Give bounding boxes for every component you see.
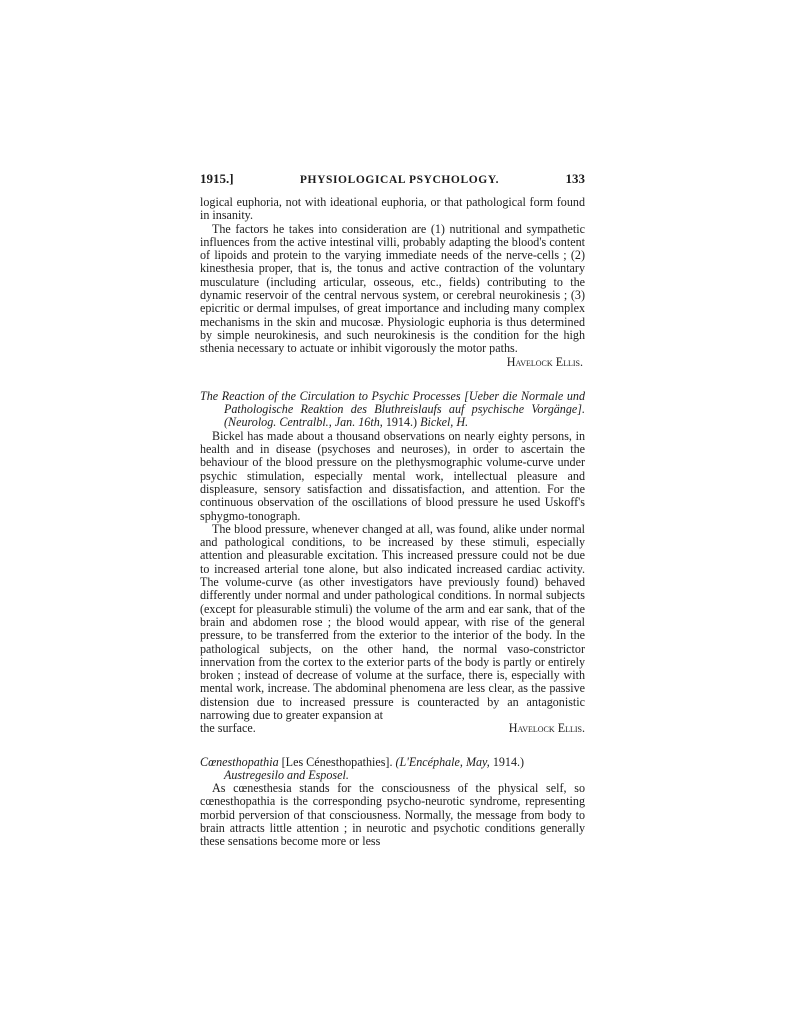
- citation-year: 1914.): [492, 754, 525, 769]
- citation-french-title: [Les Cénesthopathies].: [281, 754, 393, 769]
- citation-title: Cœnesthopathia: [200, 754, 279, 769]
- citation-journal: (L'Encéphale, May,: [395, 754, 490, 769]
- citation-german-title: [Ueber die Normale und Pathologische Reaktion des Bluthreislaufs auf psychische Vorgänge].: [224, 388, 586, 417]
- paragraph-blood-pressure: The blood pressure, whenever changed at all, was found, alike under normal and pathological conditions, to be increased by these stimuli, especially attention and pleasurable excitation. This increased pressure could not be due to increased arterial tone alone, but also indicated increased cardiac activity. The volume-curve (as other investigators have previously found) behaved differently under normal and under pathological conditions. In normal subjects (except for pleasurable stimuli) the volume of the arm and ear sank, that of the brain and abdomen rose ; the blood would appear, with rise of the general pressure, to be transferred from the exterior to the interior of the body. In the pathological subjects, on the other hand, the normal vaso-constrictor innervation from the cortex to the exterior parts of the body is partly or entirely broken ; instead of decrease of volume at the surface, there is, especially with mental work, increase. The abdominal phenomena are less clear, as the passive distension due to increased pressure is counteracted by an antagonistic narrowing due to greater expansion at: [200, 521, 585, 722]
- citation-year: 1914.): [385, 415, 418, 430]
- citation-heading: [200, 390, 585, 430]
- running-head: [200, 172, 585, 190]
- citation-title: The Reaction of the Circulation to Psychic Processes: [200, 388, 461, 403]
- citation-journal: (Neurolog. Centralbl., Jan. 16th,: [224, 415, 383, 430]
- signature: Havelock Ellis.: [508, 721, 585, 736]
- paragraph-coenesthesia: As cœnesthesia stands for the consciousness of the physical self, so cœnesthopathia is the corresponding psycho-neurotic syndrome, representing morbid perversion of that consciousness. Normally, the message from body to brain attracts little attention ; in neurotic and psychotic conditions generally these sensations become more or less: [200, 781, 585, 849]
- citation-author: Bickel, H.: [420, 415, 469, 430]
- header-title: PHYSIOLOGICAL PSYCHOLOGY.: [299, 174, 500, 186]
- citation-authors: Austregesilo and Esposel.: [224, 767, 349, 782]
- signature: Havelock Ellis.: [506, 354, 583, 369]
- page-number: 133: [565, 171, 585, 186]
- paragraph-factors: The factors he takes into consideration are (1) nutritional and sympathetic influences from the active intestinal villi, probably adapting the blood's content of lipoids and protein to the varying immediate needs of the nerve-cells ; (2) kinesthesia proper, that is, the tonus and active contraction of the voluntary musculature (including articular, osseous, etc., fields) contributing to the dynamic reservoir of the central nervous system, or cerebral neurokinesis ; (3) epicritic or dermal impulses, of great importance and including many complex mechanisms in the skin and mucosæ. Physiologic euphoria is thus determined by simple neurokinesis, and such neurokinesis is the condition for the high sthenia necessary to actuate or inhibit vigorously the motor paths.: [200, 221, 585, 356]
- book-page: [200, 172, 585, 849]
- closing-line: [200, 722, 585, 735]
- paragraph-bickel: Bickel has made about a thousand observations on nearly eighty persons, in health and in disease (psychoses and neuroses), in order to ascertain the behaviour of the blood pressure on the plethysmographic volume-curve under psychic stimulation, especially mental work, intellectual pleasure and displeasure, sensory satisfaction and dissatisfaction, and attention. For the continuous observation of the oscillations of blood pressure he used Uskoff's sphygmo-tonograph.: [200, 428, 585, 523]
- header-year: 1915.]: [200, 171, 234, 186]
- citation-heading: [200, 756, 585, 783]
- last-line: the surface.: [200, 721, 256, 736]
- paragraph-continued: logical euphoria, not with ideational euphoria, or that pathological form found in insanity.: [200, 195, 585, 223]
